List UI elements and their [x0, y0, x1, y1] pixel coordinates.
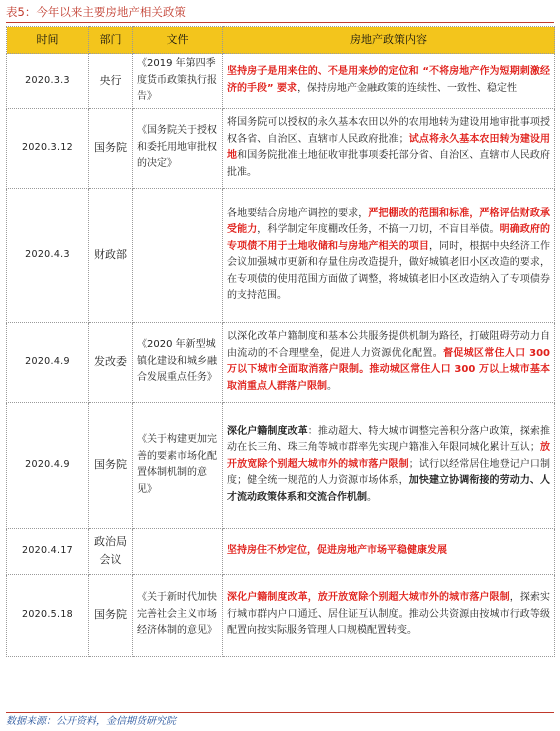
cell-document: [133, 528, 223, 574]
header-doc: 文件: [133, 27, 223, 54]
cell-dept: 国务院: [89, 402, 133, 528]
cell-policy-content: [223, 402, 555, 528]
content-text: 以深化改革户籍制度和基本公共服务提供机制为路径，打破阻碍劳动力自由流动的不合理壁垒，促进人力资源优化配置。: [227, 331, 550, 359]
highlighted-text: 坚持房子是用来住的、不是用来炒的定位和 “不将房地产作为短期刺激经济的手段” 要求: [227, 66, 550, 94]
highlighted-text: 深化户籍制度改革，放开放宽除个别超大城市外的城市落户限制: [227, 592, 510, 604]
cell-dept: 政治局会议: [89, 528, 133, 574]
cell-date: 2020.4.9: [7, 402, 89, 528]
highlighted-text: 督促城区常住人口 300 万以下城市全面取消落户限制。推动城区常住人口 300 万以上城市基本取消重点人群落户限制: [227, 347, 551, 392]
cell-document: 《关于构建更加完善的要素市场化配置体制机制的意见》: [133, 402, 223, 528]
cell-document: 《关于新时代加快完善社会主义市场经济体制的意见》: [133, 574, 223, 656]
table-row: [7, 322, 555, 402]
cell-date: 2020.5.18: [7, 574, 89, 656]
cell-date: 2020.4.9: [7, 322, 89, 402]
content-text: ：推动超大、特大城市调整完善积分落户政策，探索推动在长三角、珠三角等城市群率先实现户籍准入年限同城化累计互认；: [227, 425, 551, 454]
cell-policy-content: [223, 322, 555, 402]
highlighted-text: 坚持房住不炒定位，促进房地产市场平稳健康发展: [227, 544, 447, 556]
cell-policy-content: [223, 54, 555, 109]
cell-policy-content: [223, 574, 555, 656]
highlighted-text: 试点将永久基本农田转为建设用地: [227, 133, 551, 161]
table-row: [7, 108, 555, 188]
content-text: 将国务院可以授权的永久基本农田以外的农用地转为建设用地审批事项授权各省、自治区、直辖市人民政府批准；: [227, 117, 550, 145]
content-text: 各地要结合房地产调控的要求，: [227, 207, 369, 219]
bold-text: 深化户籍制度改革: [227, 425, 308, 437]
table-caption: 表5：今年以来主要房地产相关政策: [6, 2, 554, 23]
cell-document: [133, 188, 223, 322]
cell-date: 2020.4.3: [7, 188, 89, 322]
highlighted-text: 放开放宽除个别超大城市外的城市落户限制: [227, 442, 551, 470]
content-text: ；试行以经常居住地登记户口制度；健全统一规范的人力资源市场体系，: [227, 458, 551, 487]
content-text: 和国务院批准土地征收审批事项委托部分省、自治区、直辖市人民政府批准。: [227, 150, 551, 178]
content-text: ，科学制定年度棚改任务，不搞一刀切，不盲目举债。: [257, 224, 500, 235]
content-text: 。: [327, 380, 337, 392]
header-content: 房地产政策内容: [223, 27, 555, 54]
highlighted-text: 严把棚改的范围和标准，严格评估财政承受能力: [227, 207, 551, 235]
content-text: ，保持房地产金融政策的连续性、一致性、稳定性: [297, 82, 518, 94]
cell-date: 2020.3.12: [7, 108, 89, 188]
cell-date: 2020.3.3: [7, 54, 89, 109]
header-date: 时间: [7, 27, 89, 54]
table-row: [7, 574, 555, 656]
cell-dept: 国务院: [89, 108, 133, 188]
header-dept: 部门: [89, 27, 133, 54]
table-row: [7, 402, 555, 528]
table-row: [7, 188, 555, 322]
cell-policy-content: [223, 188, 555, 322]
content-text: 。: [367, 491, 377, 503]
cell-document: 《国务院关于授权和委托用地审批权的决定》: [133, 108, 223, 188]
policy-table: [6, 26, 555, 657]
cell-dept: 国务院: [89, 574, 133, 656]
cell-date: 2020.4.17: [7, 528, 89, 574]
content-text: ，同时，根据中央经济工作会议加强城市更新和存量住房改造提升，做好城镇老旧小区改造的要求，在专项债的使用范围方面做了调整，将城镇老旧小区改造纳入了专项债券的支持范围。: [227, 240, 551, 301]
content-text: ，探索实行城市群内户口通迁、居住证互认制度。推动公共资源由按城市行政等级配置向按实际服务管理人口规模配置转变。: [227, 592, 551, 637]
cell-dept: 央行: [89, 54, 133, 109]
data-source-note: 数据来源：公开资料，金信期货研究院: [6, 712, 554, 730]
bold-text: 加快建立协调衔接的劳动力、人才流动政策体系和交流合作机制: [227, 475, 551, 503]
cell-policy-content: [223, 108, 555, 188]
cell-document: 《2020 年新型城镇化建设和城乡融合发展重点任务》: [133, 322, 223, 402]
cell-dept: 发改委: [89, 322, 133, 402]
cell-policy-content: [223, 528, 555, 574]
cell-document: 《2019 年第四季度货币政策执行报告》: [133, 54, 223, 109]
highlighted-text: 明确政府的专项债不用于土地收储和与房地产相关的项目: [227, 224, 551, 252]
table-row: [7, 528, 555, 574]
cell-dept: 财政部: [89, 188, 133, 322]
header-row: [7, 27, 555, 54]
table-row: [7, 54, 555, 109]
